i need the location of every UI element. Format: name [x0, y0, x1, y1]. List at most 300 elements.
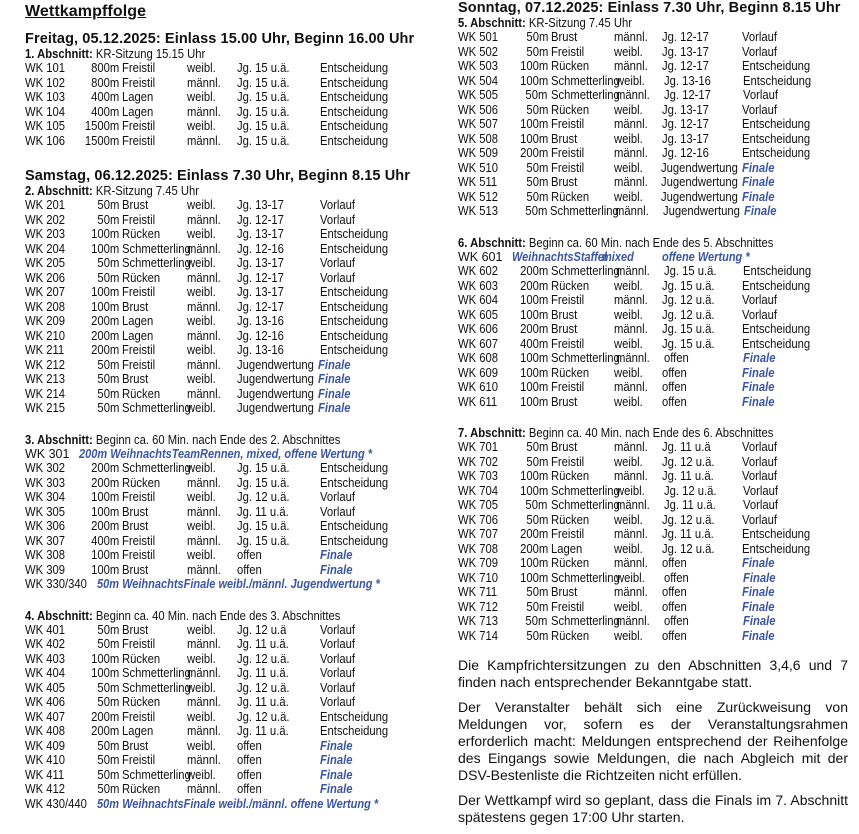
- event-number: WK 608: [458, 351, 499, 365]
- event-row: [458, 440, 848, 455]
- event-type: Entscheidung: [320, 61, 389, 75]
- event-age-group: Jg. 12 u.ä.: [662, 307, 715, 322]
- event-row: [25, 401, 435, 416]
- event-distance: 100m: [90, 299, 119, 314]
- event-distance: 50m: [526, 512, 549, 527]
- event-age-group: Jg. 15 u.ä.: [662, 278, 715, 293]
- event-distance: 50m: [526, 585, 549, 599]
- event-number: WK 707: [458, 527, 499, 541]
- event-row: [25, 213, 435, 228]
- note-paragraph: Die Kampfrichtersitzungen zu den Abschnitten 3,4,6 und 7 finden nach entsprechender Bekanntgabe statt.: [458, 657, 848, 690]
- event-row: [458, 308, 848, 323]
- event-age-group: Jg. 12-16: [662, 146, 710, 160]
- event-number: WK 501: [458, 30, 499, 44]
- event-gender: weibl.: [614, 394, 643, 409]
- event-number: WK 703: [458, 469, 499, 483]
- event-row: [25, 90, 435, 105]
- event-number: WK 605: [458, 307, 499, 322]
- event-row: [25, 637, 435, 652]
- event-row: [458, 571, 848, 586]
- event-gender: weibl.: [614, 102, 643, 117]
- event-distance: 50m: [526, 102, 549, 117]
- event-type: Entscheidung: [320, 709, 389, 724]
- event-age-group: Jg. 12-17: [662, 59, 710, 73]
- section-3-heading: 3. Abschnitt: Beginn ca. 60 Min. nach Ende des 2. Abschnittes: [25, 432, 341, 447]
- event-number: WK 411: [25, 767, 65, 782]
- event-type: Entscheidung: [742, 322, 811, 336]
- event-distance: 50m: [97, 386, 119, 401]
- event-stroke: Schmetterling: [122, 767, 191, 782]
- event-stroke: Schmetterling: [550, 204, 619, 218]
- event-gender: männl.: [187, 562, 221, 577]
- event-distance: 400m: [90, 104, 119, 119]
- event-stroke: Brust: [122, 198, 149, 212]
- event-gender: männl.: [615, 88, 650, 102]
- section-5-events: [458, 30, 848, 219]
- event-type: Vorlauf: [320, 256, 356, 270]
- event-row: [25, 387, 435, 402]
- event-number: WK 211: [25, 343, 65, 357]
- event-age-group: Jugendwertung: [237, 357, 314, 372]
- event-gender: weibl.: [615, 570, 645, 585]
- event-gender: männl.: [613, 175, 648, 189]
- event-stroke: Brust: [551, 175, 578, 189]
- event-stroke: Freistil: [551, 599, 585, 614]
- event-row: [458, 542, 848, 557]
- event-type: Entscheidung: [320, 241, 389, 256]
- event-row: [458, 88, 848, 103]
- event-type: Finale: [318, 386, 351, 401]
- event-number: WK 607: [458, 336, 499, 351]
- event-type: Entscheidung: [742, 131, 811, 146]
- event-row: [458, 395, 848, 410]
- event-distance: 200m: [90, 343, 119, 357]
- event-row: [458, 614, 848, 629]
- event-row: [458, 455, 848, 470]
- event-number: WK 510: [458, 160, 499, 175]
- event-gender: männl.: [614, 117, 648, 131]
- event-age-group: Jugendwertung: [661, 160, 739, 175]
- event-gender: männl.: [614, 146, 648, 160]
- event-row: [25, 358, 435, 373]
- event-row: [25, 372, 435, 387]
- event-type: Finale: [318, 357, 351, 372]
- event-distance: 50m: [97, 212, 119, 227]
- event-number: WK 206: [25, 270, 66, 285]
- event-gender: männl.: [187, 270, 221, 285]
- event-distance: 50m: [97, 256, 119, 270]
- event-age-group: Jg. 12-17: [662, 30, 710, 44]
- event-distance: 200m: [90, 519, 119, 533]
- event-type: Entscheidung: [320, 227, 389, 241]
- event-row: [25, 563, 435, 578]
- event-number: WK 708: [458, 541, 499, 556]
- event-gender: weibl.: [614, 278, 643, 293]
- event-distance: 400m: [90, 90, 119, 104]
- event-gender: männl.: [615, 264, 650, 278]
- event-age-group: offen: [662, 585, 688, 599]
- event-stroke: Freistil: [122, 61, 156, 75]
- event-stroke: Rücken: [551, 556, 590, 570]
- event-age-group: Jg. 15 u.ä.: [662, 336, 715, 351]
- event-stroke: Schmetterling: [550, 351, 620, 365]
- event-gender: männl.: [187, 724, 221, 738]
- event-distance: 200m: [90, 475, 119, 490]
- event-age-group: Jg. 12 u.ä.: [662, 454, 715, 469]
- event-age-group: Jg. 13-17: [237, 198, 284, 212]
- event-row-special: WK 330/340 50m WeihnachtsFinale weibl./männl. Jugendwertung *: [25, 577, 381, 591]
- event-row: [458, 146, 848, 161]
- event-gender: männl.: [187, 212, 221, 227]
- event-row: [458, 59, 848, 74]
- event-number: WK 702: [458, 454, 499, 469]
- event-type: Vorlauf: [742, 293, 778, 307]
- event-type: Entscheidung: [742, 73, 812, 88]
- day-heading-sunday: Sonntag, 07.12.2025: Einlass 7.30 Uhr, Beginn 8.15 Uhr: [458, 0, 841, 16]
- event-gender: männl.: [615, 351, 650, 365]
- event-number: WK 706: [458, 512, 499, 527]
- event-stroke: Freistil: [551, 454, 585, 469]
- event-age-group: Jg. 12-16: [237, 328, 284, 343]
- event-row: [458, 175, 848, 190]
- event-number: WK 711: [458, 585, 498, 599]
- event-row: [25, 198, 435, 213]
- event-distance: 800m: [90, 61, 119, 75]
- event-number: WK 309: [25, 562, 66, 577]
- event-type: Entscheidung: [320, 299, 389, 314]
- event-type: Vorlauf: [320, 212, 356, 227]
- event-row: [458, 204, 848, 219]
- section-1-heading: 1. Abschnitt: KR-Sitzung 15.15 Uhr: [25, 47, 206, 61]
- event-stroke: Schmetterling: [122, 241, 191, 256]
- event-number: WK 203: [25, 227, 66, 241]
- event-stroke: Schmetterling: [122, 666, 191, 680]
- event-type: Finale: [320, 782, 353, 796]
- event-row: [458, 366, 848, 381]
- event-distance: 50m: [97, 782, 119, 796]
- event-age-group: offen: [237, 738, 262, 753]
- event-stroke: Brust: [551, 307, 578, 322]
- event-stroke: Lagen: [122, 104, 154, 119]
- event-number: WK 201: [25, 198, 66, 212]
- event-stroke: Brust: [122, 519, 149, 533]
- event-stroke: Freistil: [122, 548, 156, 562]
- event-type: Entscheidung: [320, 133, 389, 148]
- event-number: WK 511: [458, 175, 498, 189]
- event-type: Vorlauf: [320, 270, 356, 285]
- event-distance: 100m: [520, 293, 549, 307]
- event-distance: 100m: [520, 469, 549, 483]
- event-type: Finale: [742, 380, 775, 394]
- event-number: WK 405: [25, 680, 66, 695]
- event-number: WK 208: [25, 299, 66, 314]
- event-stroke: Rücken: [551, 512, 590, 527]
- event-distance: 800m: [90, 75, 119, 90]
- event-stroke: Rücken: [122, 270, 161, 285]
- event-row: [25, 695, 435, 710]
- event-distance: 50m: [525, 498, 548, 512]
- event-row: [25, 343, 435, 358]
- event-type: Finale: [742, 614, 776, 628]
- event-type: Entscheidung: [742, 117, 811, 131]
- event-distance: 50m: [97, 372, 119, 386]
- event-age-group: Jg. 12-17: [237, 212, 284, 227]
- event-number: WK 303: [25, 475, 66, 490]
- event-age-group: Jg. 12 u.ä: [237, 622, 287, 637]
- event-type: Entscheidung: [320, 343, 389, 357]
- event-number: WK 308: [25, 548, 66, 562]
- event-stroke: Rücken: [551, 365, 590, 380]
- event-gender: männl.: [614, 440, 648, 454]
- left-column: [25, 0, 435, 811]
- event-gender: weibl.: [614, 365, 643, 380]
- event-age-group: Jg. 12 u.ä.: [662, 512, 715, 527]
- event-number: WK 504: [458, 73, 499, 88]
- event-row: [25, 505, 435, 520]
- event-distance: 200m: [90, 461, 119, 475]
- event-stroke: Brust: [122, 504, 149, 519]
- event-number: WK 406: [25, 695, 66, 709]
- event-distance: 1500m: [84, 119, 119, 133]
- event-row: [458, 264, 848, 279]
- section-4-heading: 4. Abschnitt: Beginn ca. 40 Min. nach Ende des 3. Abschnittes: [25, 608, 341, 623]
- event-type: Vorlauf: [742, 307, 778, 322]
- event-stroke: Freistil: [122, 343, 156, 357]
- event-distance: 100m: [90, 490, 119, 504]
- event-stroke: Freistil: [122, 357, 156, 372]
- event-gender: weibl.: [187, 738, 216, 753]
- event-number: WK 306: [25, 519, 66, 533]
- event-row: [458, 337, 848, 352]
- event-gender: weibl.: [187, 680, 216, 695]
- event-stroke: Rücken: [122, 475, 161, 490]
- event-distance: 200m: [90, 328, 119, 343]
- event-gender: weibl.: [614, 454, 643, 469]
- event-distance: 50m: [525, 614, 548, 628]
- event-row: [458, 30, 848, 45]
- event-distance: 50m: [526, 175, 549, 189]
- event-row: [25, 242, 435, 257]
- event-age-group: offen: [662, 628, 688, 643]
- event-distance: 100m: [520, 131, 549, 146]
- event-stroke: Freistil: [551, 527, 585, 541]
- event-type: Finale: [742, 585, 775, 599]
- event-age-group: Jugendwertung: [237, 386, 314, 401]
- event-row-special: WK 301 200m WeihnachtsTeamRennen, mixed, offene Wertung *: [25, 446, 372, 461]
- event-type: Entscheidung: [320, 75, 389, 90]
- event-distance: 100m: [90, 666, 119, 680]
- event-gender: männl.: [187, 533, 221, 548]
- event-distance: 200m: [90, 314, 119, 328]
- event-row: [25, 652, 435, 667]
- note-paragraph: Der Veranstalter behält sich eine Zurückweisung von Meldungen vor, sofern es der Veranstaltungsrahmen erforderlich macht: Meldungen entsprechend der Reihenfolge des Eingangs sowie Meldungen, die nach Abgleich mit der DSV-Bestenliste die Richtzeiten nicht erfüllen.: [458, 699, 848, 783]
- event-distance: 50m: [525, 88, 548, 102]
- event-gender: weibl.: [615, 483, 645, 498]
- event-number: WK 502: [458, 44, 499, 59]
- document-title: Wettkampffolge: [25, 3, 147, 20]
- event-stroke: Brust: [551, 440, 578, 454]
- event-stroke: Rücken: [122, 651, 161, 666]
- event-age-group: offen: [237, 562, 262, 577]
- event-age-group: Jg. 13-16: [663, 73, 711, 88]
- event-age-group: Jg. 11 u.ä.: [237, 637, 289, 651]
- event-stroke: Brust: [551, 394, 578, 409]
- event-stroke: Freistil: [122, 709, 156, 724]
- event-age-group: Jg. 15 u.ä.: [662, 322, 715, 336]
- event-gender: männl.: [187, 475, 221, 490]
- event-gender: männl.: [187, 386, 221, 401]
- event-distance: 100m: [90, 285, 119, 299]
- event-row: [458, 279, 848, 294]
- event-gender: männl.: [187, 75, 221, 90]
- event-type: Finale: [742, 160, 775, 175]
- event-row: [458, 585, 848, 600]
- event-type: Entscheidung: [742, 146, 811, 160]
- event-number: WK 507: [458, 117, 499, 131]
- event-gender: männl.: [614, 30, 648, 44]
- event-row: [25, 710, 435, 725]
- event-distance: 100m: [520, 380, 549, 394]
- event-type: Finale: [742, 599, 775, 614]
- event-number: WK 402: [25, 637, 66, 651]
- event-row: [458, 484, 848, 499]
- event-number: WK 404: [25, 666, 66, 680]
- event-distance: 200m: [520, 278, 549, 293]
- event-type: Entscheidung: [320, 119, 389, 133]
- event-row: [458, 527, 848, 542]
- event-type: Entscheidung: [320, 519, 389, 533]
- event-age-group: Jg. 13-17: [662, 102, 710, 117]
- event-gender: weibl.: [187, 227, 216, 241]
- event-distance: 1500m: [84, 133, 119, 148]
- event-number: WK 503: [458, 59, 499, 73]
- event-distance: 100m: [520, 365, 549, 380]
- event-gender: weibl.: [187, 401, 216, 415]
- event-distance: 200m: [90, 724, 119, 738]
- event-row: [25, 534, 435, 549]
- event-distance: 50m: [97, 767, 119, 782]
- event-distance: 50m: [97, 622, 119, 637]
- event-gender: männl.: [614, 380, 648, 394]
- event-gender: weibl.: [614, 44, 643, 59]
- event-gender: weibl.: [614, 512, 643, 527]
- event-gender: männl.: [187, 504, 221, 519]
- event-type: Finale: [742, 365, 775, 380]
- event-age-group: Jugendwertung: [661, 189, 739, 204]
- event-stroke: Freistil: [551, 117, 585, 131]
- event-distance: 200m: [519, 264, 548, 278]
- event-number: WK 705: [458, 498, 499, 512]
- event-age-group: Jg. 12-17: [663, 88, 711, 102]
- event-distance: 50m: [526, 30, 549, 44]
- section-2-events: [25, 198, 435, 416]
- event-gender: weibl.: [614, 336, 643, 351]
- event-number: WK 408: [25, 724, 66, 738]
- event-age-group: Jugendwertung: [237, 401, 314, 415]
- event-row-special: WK 430/440 50m WeihnachtsFinale weibl./männl. offene Wertung *: [25, 796, 379, 811]
- event-number: WK 104: [25, 104, 66, 119]
- event-distance: 50m: [526, 628, 549, 643]
- event-type: Finale: [318, 372, 351, 386]
- event-stroke: Freistil: [551, 44, 585, 59]
- event-row: [25, 61, 435, 76]
- event-number: WK 508: [458, 131, 499, 146]
- event-row: [25, 105, 435, 120]
- event-age-group: Jg. 11 u.ä.: [237, 695, 289, 709]
- event-gender: weibl.: [187, 622, 216, 637]
- event-row: [25, 681, 435, 696]
- event-type: Vorlauf: [742, 88, 778, 102]
- event-stroke: Schmetterling: [550, 570, 620, 585]
- event-number: WK 603: [458, 278, 499, 293]
- event-row: [458, 293, 848, 308]
- event-gender: weibl.: [187, 61, 216, 75]
- event-stroke: Schmetterling: [550, 483, 620, 498]
- event-number: WK 103: [25, 90, 66, 104]
- event-gender: weibl.: [187, 490, 216, 504]
- event-row: [25, 256, 435, 271]
- event-distance: 50m: [97, 401, 119, 415]
- event-row: [458, 600, 848, 615]
- event-number: WK 412: [25, 782, 66, 796]
- event-distance: 100m: [90, 227, 119, 241]
- event-gender: männl.: [187, 133, 221, 148]
- event-row: [458, 161, 848, 176]
- event-row: [25, 76, 435, 91]
- event-age-group: Jg. 15 u.ä.: [237, 75, 290, 90]
- event-row: [25, 739, 435, 754]
- event-distance: 100m: [519, 570, 548, 585]
- event-stroke: Brust: [122, 562, 149, 577]
- event-type: Entscheidung: [320, 314, 389, 328]
- event-age-group: Jg. 11 u.ä.: [662, 527, 714, 541]
- event-number: WK 302: [25, 461, 66, 475]
- event-distance: 100m: [519, 73, 548, 88]
- event-stroke: Brust: [122, 738, 149, 753]
- section-2-heading: 2. Abschnitt: KR-Sitzung 7.45 Uhr: [25, 184, 200, 198]
- event-row: [25, 519, 435, 534]
- event-type: Vorlauf: [742, 469, 778, 483]
- event-gender: männl.: [615, 614, 650, 628]
- event-stroke: Schmetterling: [550, 498, 620, 512]
- event-distance: 50m: [97, 680, 119, 695]
- event-stroke: Brust: [122, 622, 149, 637]
- event-number: WK 701: [458, 440, 499, 454]
- event-gender: männl.: [187, 241, 221, 256]
- event-number: WK 106: [25, 133, 66, 148]
- event-number: WK 704: [458, 483, 499, 498]
- event-stroke: Freistil: [122, 753, 156, 767]
- event-number: WK 214: [25, 386, 66, 401]
- event-row: [25, 285, 435, 300]
- event-stroke: Brust: [122, 372, 149, 386]
- event-stroke: Rücken: [551, 102, 590, 117]
- event-stroke: Freistil: [551, 293, 585, 307]
- event-distance: 100m: [90, 562, 119, 577]
- section-3-events: [25, 461, 435, 577]
- event-gender: weibl.: [187, 343, 216, 357]
- event-row: [25, 476, 435, 491]
- event-gender: weibl.: [187, 314, 216, 328]
- event-row: [458, 117, 848, 132]
- event-age-group: Jg. 12-17: [662, 117, 710, 131]
- event-type: Vorlauf: [742, 498, 778, 512]
- event-row: [25, 119, 435, 134]
- event-row: [458, 380, 848, 395]
- event-type: Vorlauf: [320, 504, 356, 519]
- event-age-group: offen: [662, 380, 688, 394]
- event-number: WK 606: [458, 322, 499, 336]
